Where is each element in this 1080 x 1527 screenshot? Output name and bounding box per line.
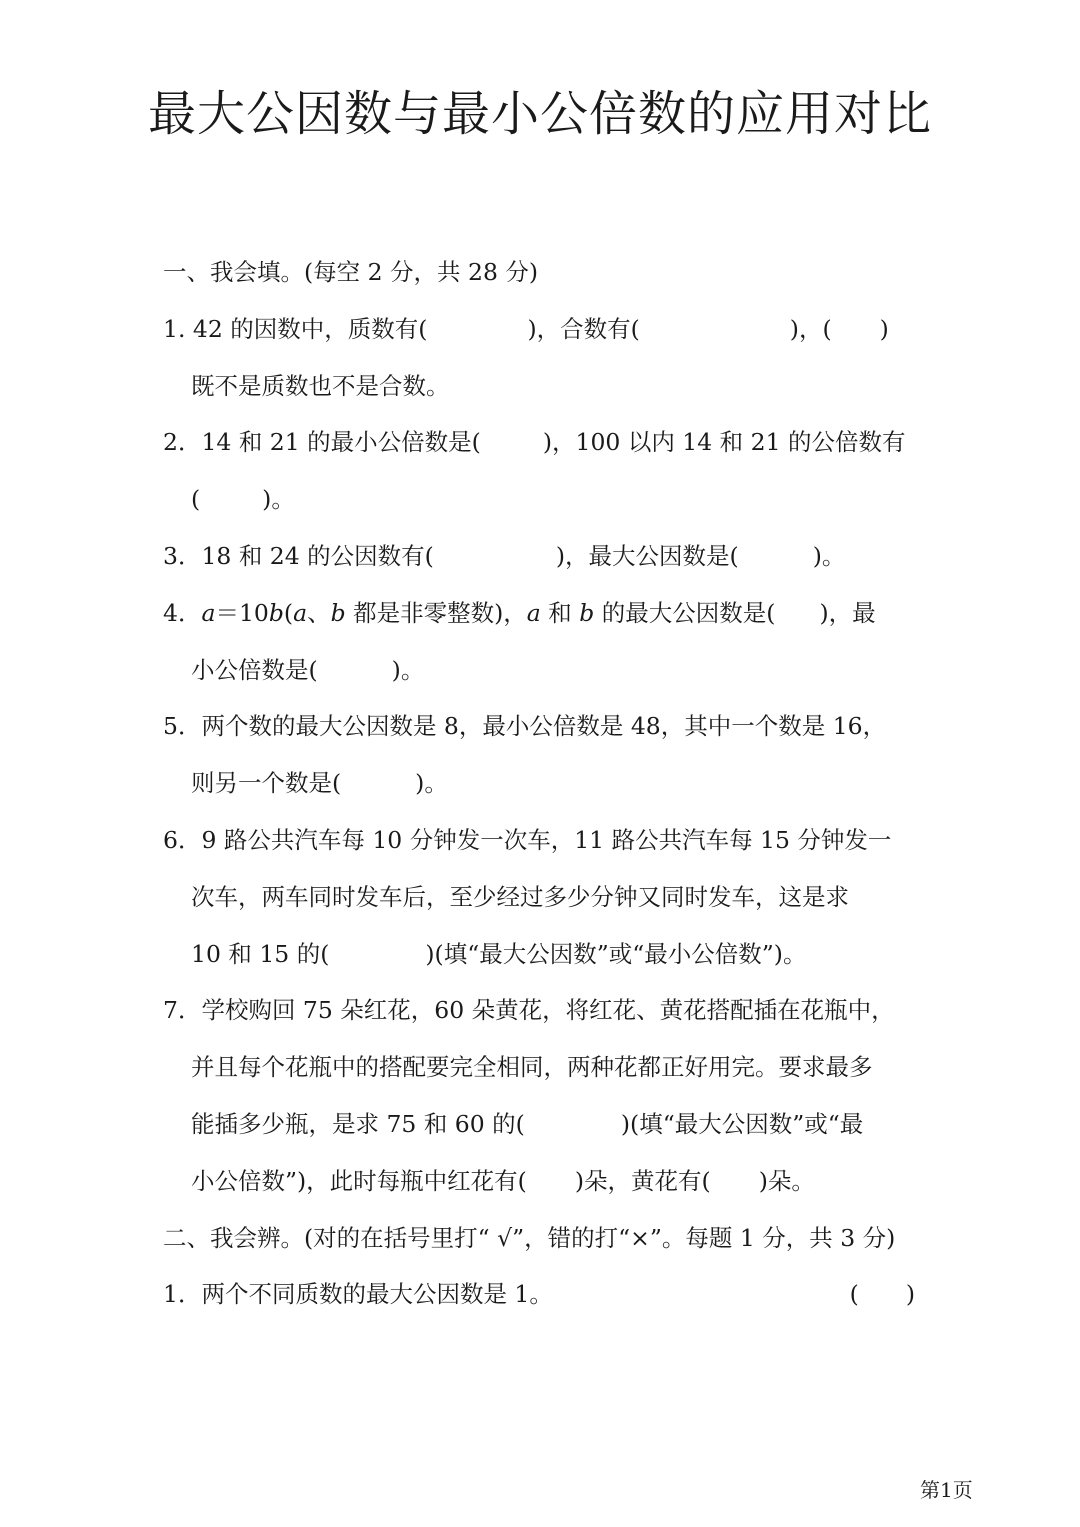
question-7-line-1: 7．学校购回 75 朵红花，60 朵黄花，将红花、黄花搭配插在花瓶中， (163, 996, 895, 1025)
question-1-line-1: 1. 42 的因数中，质数有( )，合数有( )，( ) (163, 314, 889, 343)
judge-question-1: 1．两个不同质数的最大公因数是 1。 ( ) (163, 1270, 923, 1327)
question-6-line-3: 10 和 15 的( )(填“最大公因数”或“最小公倍数”)。 (191, 939, 807, 968)
answer-parenthesis[interactable]: ( ) (849, 1280, 915, 1309)
question-3: 3．18 和 24 的公因数有( )，最大公因数是( )。 (163, 541, 846, 570)
worksheet-body (163, 248, 923, 1327)
question-7-line-3: 能插多少瓶，是求 75 和 60 的( )(填“最大公因数”或“最 (191, 1109, 864, 1138)
question-2-line-1: 2．14 和 21 的最小公倍数是( )，100 以内 14 和 21 的公倍数有 (163, 428, 906, 457)
question-6-line-1: 6．9 路公共汽车每 10 分钟发一次车，11 路公共汽车每 15 分钟发一 (163, 825, 892, 854)
section-heading-judge: 二、我会辨。(对的在括号里打“ √”，错的打“×”。每题 1 分，共 3 分) (163, 1223, 896, 1252)
question-6-line-2: 次车，两车同时发车后，至少经过多少分钟又同时发车，这是求 (191, 882, 849, 911)
page-number: 第1页 (920, 1478, 973, 1502)
question-1-line-2: 既不是质数也不是合数。 (191, 371, 450, 400)
question-7-line-2: 并且每个花瓶中的搭配要完全相同，两种花都正好用完。要求最多 (191, 1053, 873, 1082)
page-title: 最大公因数与最小公倍数的应用对比 (147, 86, 932, 142)
question-5-line-2: 则另一个数是( )。 (191, 769, 448, 798)
question-5-line-1: 5．两个数的最大公因数是 8，最小公倍数是 48，其中一个数是 16， (163, 712, 887, 741)
section-heading-fill: 一、我会填。(每空 2 分，共 28 分) (163, 258, 539, 286)
question-4-line-2: 小公倍数是( )。 (191, 655, 425, 684)
question-4-line-1: 4．a＝10b(a、b 都是非零整数)，a 和 b 的最大公因数是( )，最 (163, 598, 876, 627)
question-2-line-2: ( )。 (191, 485, 295, 514)
question-7-line-4: 小公倍数”)，此时每瓶中红花有( )朵，黄花有( )朵。 (191, 1166, 815, 1195)
